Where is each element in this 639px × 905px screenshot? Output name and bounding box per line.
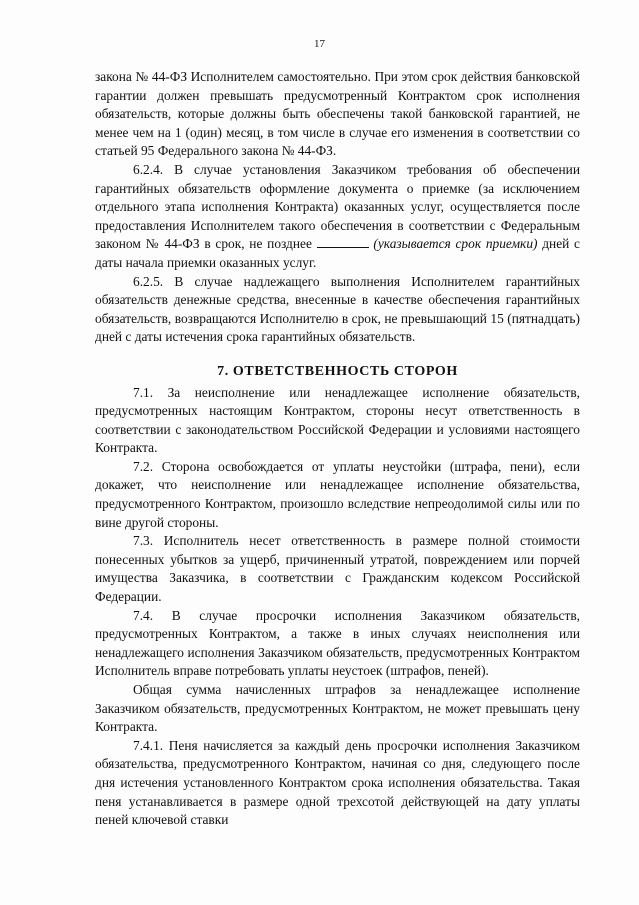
fill-in-blank-line	[317, 237, 369, 248]
document-body	[95, 68, 580, 830]
paragraph-7-1: 7.1. За неисполнение или ненадлежащее исполнение обязательств, предусмотренных настоящим Контрактом, стороны несут ответственность в соответствии с законодательством Российской Федерации и условиями настоящего Контракта.	[95, 384, 580, 456]
paragraph-6-2-4-text: 6.2.4. В случае установления Заказчиком требования об обеспечении гарантийных обязательств оформление документа о приемке (за исключением отдельного этапа исполнения Контракта) оказанных услуг, осуществляется после предоставления Исполнителем такого обеспечения в соответствии с Федеральным законом № 44-ФЗ в срок, не позднее	[95, 161, 580, 252]
page-number: 17	[314, 38, 325, 50]
paragraph-7-4: 7.4. В случае просрочки исполнения Заказчиком обязательств, предусмотренных Контрактом, а также в иных случаях неисполнения или ненадлежащего исполнения Заказчиком обязательств, предусмотренных Контрактом Исполнитель вправе потребовать уплаты неустоек (штрафов, пеней).	[95, 607, 580, 679]
paragraph-6-2-5: 6.2.5. В случае надлежащего выполнения Исполнителем гарантийных обязательств денежные средства, внесенные в качестве обеспечения гарантийных обязательств, возвращаются Исполнителю в срок, не превышающий 15 (пятнадцать) дней с даты истечения срока гарантийных обязательств.	[95, 273, 580, 345]
paragraph-7-4-1: 7.4.1. Пеня начисляется за каждый день просрочки исполнения Заказчиком обязательства, предусмотренного Контрактом, начиная со дня, следующего после дня истечения установленного Контрактом срока исполнения обязательства. Такая пеня устанавливается в размере одной трехсотой действующей на дату уплаты пеней ключевой ставки	[95, 737, 580, 828]
paragraph-7-4-total-fines: Общая сумма начисленных штрафов за ненадлежащее исполнение Заказчиком обязательств, предусмотренных Контрактом, не может превышать цену Контракта.	[95, 682, 580, 735]
paragraph-7-2: 7.2. Сторона освобождается от уплаты неустойки (штрафа, пени), если докажет, что неисполнение или ненадлежащее исполнение обязательства, предусмотренного Контрактом, произошло вследствие непреодолимой силы или по вине другой стороны.	[95, 458, 580, 530]
paragraph-6-2-4	[95, 161, 580, 273]
paragraph-6-2-4-tail: дней с даты начала приемки оказанных услуг.	[95, 236, 580, 270]
paragraph-continuation: закона № 44-ФЗ Исполнителем самостоятельно. При этом срок действия банковской гарантии должен превышать предусмотренный Контрактом срок исполнения обязательств, которые должны быть обеспечены такой банковской гарантией, не менее чем на 1 (один) месяц, в том числе в случае его изменения в соответствии со статьей 95 Федерального закона № 44-ФЗ.	[95, 69, 580, 159]
section-heading-7: 7. ОТВЕТСТВЕННОСТЬ СТОРОН	[217, 363, 458, 379]
italic-note: (указывается срок приемки)	[373, 236, 538, 252]
paragraph-7-3: 7.3. Исполнитель несет ответственность в размере полной стоимости понесенных убытков за ущерб, причиненный утратой, повреждением или порчей имущества Заказчика, в соответствии с Гражданским кодексом Российской Федерации.	[95, 533, 580, 605]
